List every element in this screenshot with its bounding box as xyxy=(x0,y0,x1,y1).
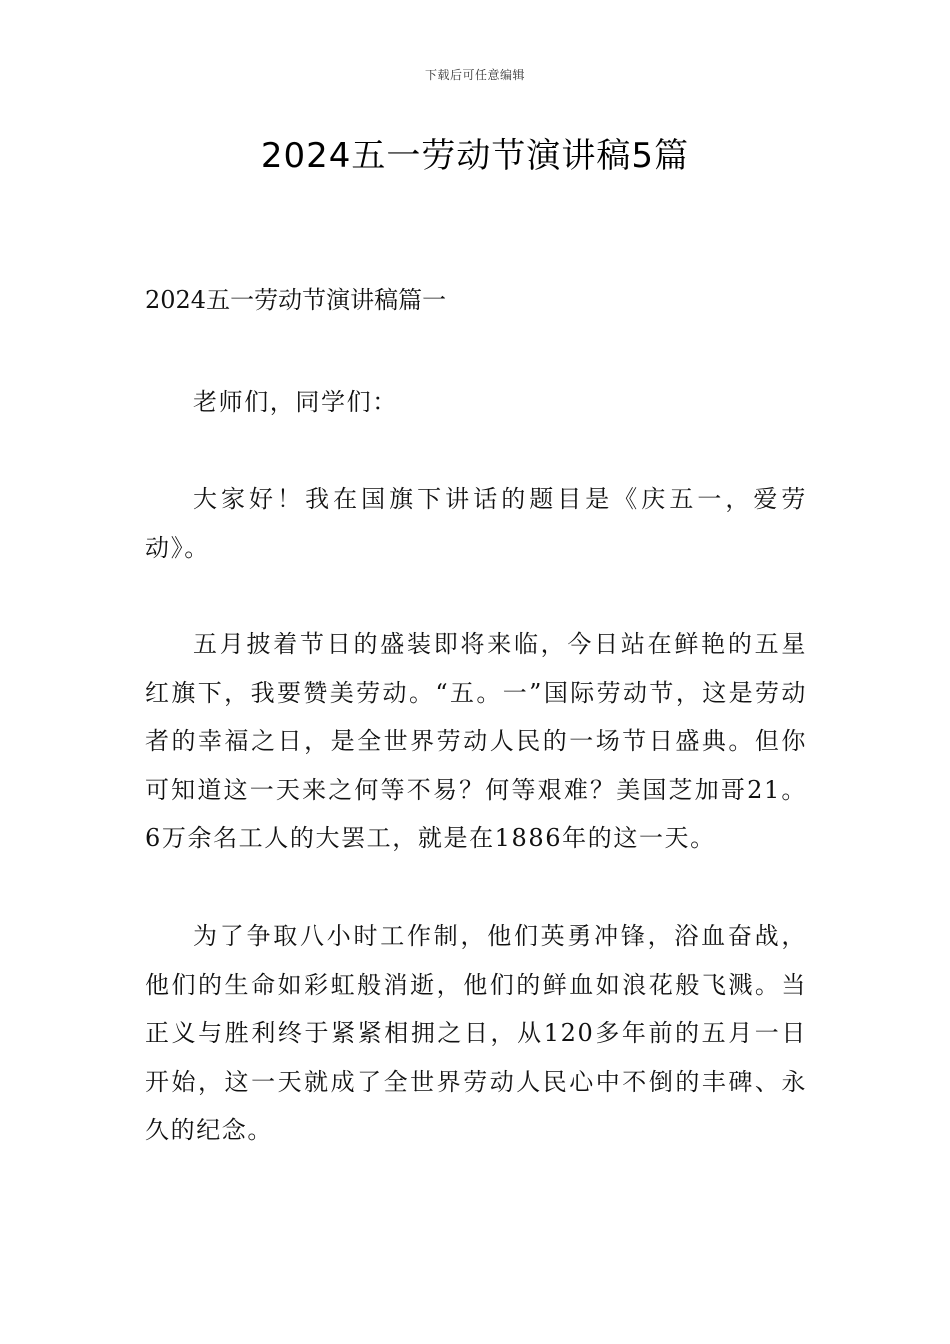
document-title: 2024五一劳动节演讲稿5篇 xyxy=(260,136,690,176)
section-heading: 2024五一劳动节演讲稿篇一 xyxy=(145,286,447,314)
greeting-paragraph: 大家好！我在国旗下讲话的题目是《庆五一，爱劳动》。 xyxy=(145,485,807,562)
salutation-paragraph: 老师们，同学们： xyxy=(193,388,398,416)
body-paragraph: 五月披着节日的盛装即将来临，今日站在鲜艳的五星红旗下，我要赞美劳动。“五。一”国际劳动节，这是劳动者的幸福之日，是全世界劳动人民的一场节日盛典。但你可知道这一天来之何等不易？何等艰难？美国芝加哥21。6万余名工人的大罢工，就是在1886年的这一天。 xyxy=(145,630,807,852)
body-paragraph: 为了争取八小时工作制，他们英勇冲锋，浴血奋战，他们的生命如彩虹般消逝，他们的鲜血如浪花般飞溅。当正义与胜利终于紧紧相拥之日，从120多年前的五月一日开始，这一天就成了全世界劳动人民心中不倒的丰碑、永久的纪念。 xyxy=(145,922,807,1144)
header-note: 下载后可任意编辑 xyxy=(424,68,525,82)
